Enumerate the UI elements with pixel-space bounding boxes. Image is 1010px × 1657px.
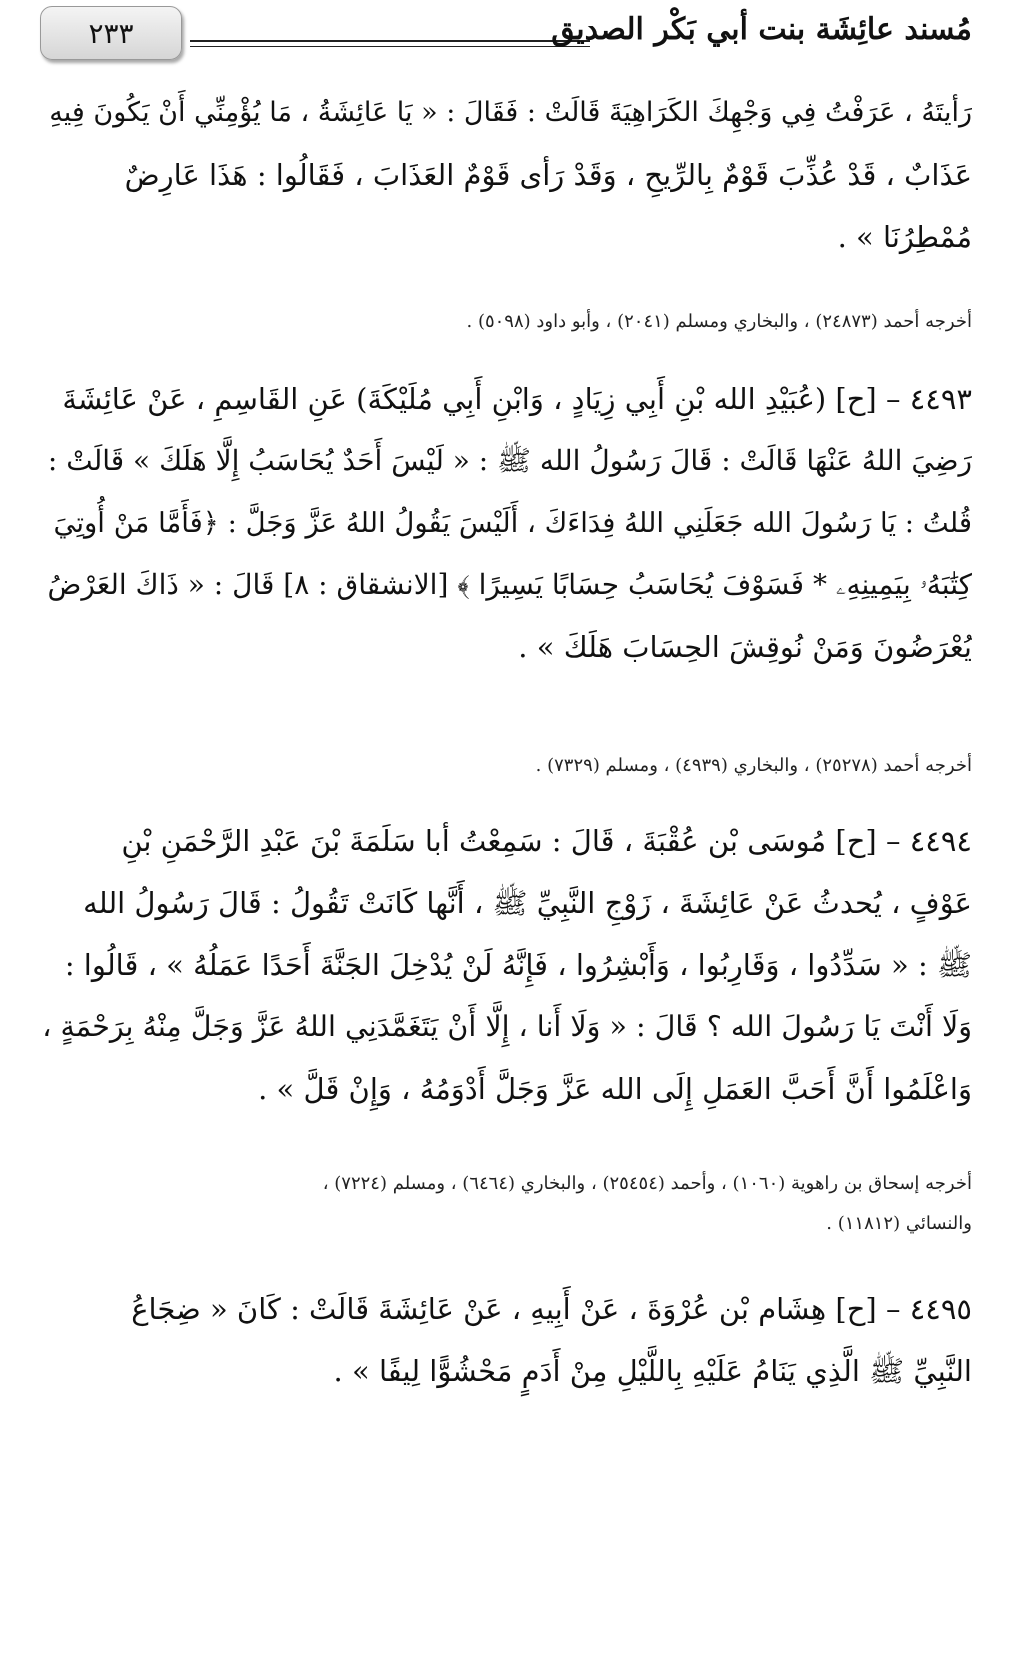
- text-line: ٤٤٩٤ – [ح] مُوسَى بْن عُقْبَةَ ، قَالَ : سَمِعْتُ أبا سَلَمَةَ بْنَ عَبْدِ الرَّحْمَنِ بْنِ: [121, 824, 972, 858]
- text-line: رَأيتَهُ ، عَرَفْتُ فِي وَجْهِكَ الكَرَاهِيَةَ قَالَتْ : فَقَالَ : « يَا عَائِشَةُ ، مَا يُؤْمِنِّي أَنْ يَكُونَ فِيهِ: [49, 97, 972, 128]
- text-line: يُعْرَضُونَ وَمَنْ نُوقِشَ الحِسَابَ هَلَكَ » .: [518, 630, 972, 664]
- hadith-4493: [40, 368, 972, 678]
- text-line: وَاعْلَمُوا أَنَّ أَحَبَّ العَمَلِ إِلَى الله عَزَّ وَجَلَّ أَدْوَمُهُ ، وَإِنْ قَلَّ » .: [258, 1072, 972, 1106]
- hadith-4494: [40, 810, 972, 1120]
- text-line: ﷺ : « سَدِّدُوا ، وَقَارِبُوا ، وَأَبْشِرُوا ، فَإِنَّهُ لَنْ يُدْخِلَ الجَنَّةَ أَحَدًا عَمَلُهُ » ، قَالُوا :: [64, 948, 972, 982]
- footnote-takhrij: أخرجه أحمد (٢٤٨٧٣) ، والبخاري ومسلم (٢٠٤١) ، وأبو داود (٥٠٩٨) .: [466, 311, 972, 332]
- note-line: أخرجه إسحاق بن راهوية (١٠٦٠) ، وأحمد (٢٥٤٥٤) ، والبخاري (٦٤٦٤) ، ومسلم (٧٢٢٤) ،: [322, 1173, 972, 1194]
- text-line: وَلَا أَنْتَ يَا رَسُولَ الله ؟ قَالَ : « وَلَا أَنا ، إِلَّا أَنْ يَتَغَمَّدَنِي اللهُ عَزَّ وَجَلَّ مِنْهُ بِرَحْمَةٍ ،: [42, 1010, 972, 1043]
- hadith-continuation: [40, 82, 972, 268]
- page-header: [40, 6, 972, 66]
- footnote-takhrij: أخرجه أحمد (٢٥٢٧٨) ، والبخاري (٤٩٣٩) ، ومسلم (٧٣٢٩) .: [535, 755, 972, 776]
- text-line: كِتَٰبَهُۥ بِيَمِينِهِۦ * فَسَوْفَ يُحَاسَبُ حِسَابًا يَسِيرًا ﴾ [الانشقاق : ٨] قَالَ : « ذَاكَ العَرْضُ: [47, 568, 972, 601]
- hadith-4495: [40, 1278, 972, 1402]
- text-line: عَوْفٍ ، يُحدثُ عَنْ عَائِشَةَ ، زَوْجِ النَّبِيِّ ﷺ ، أَنَّها كَانَتْ تَقُولُ : قَالَ رَسُولُ الله: [83, 886, 972, 920]
- footnote-takhrij: [40, 1164, 972, 1244]
- text-line: رَضِيَ اللهُ عَنْهَا قَالَتْ : قَالَ رَسُولُ الله ﷺ : « لَيْسَ أَحَدٌ يُحَاسَبُ إِلَّا هَلَكَ » قَالَتْ :: [47, 444, 972, 477]
- text-line: ٤٤٩٥ – [ح] هِشَام بْن عُرْوَةَ ، عَنْ أَبِيهِ ، عَنْ عَائِشَةَ قَالَتْ : كَانَ « ضِجَاعُ: [131, 1292, 972, 1326]
- book-page: [40, 0, 972, 1657]
- text-line: قُلتُ : يَا رَسُولَ الله جَعَلَنِي اللهُ فِدَاءَكَ ، أَلَيْسَ يَقُولُ اللهُ عَزَّ وَجَلَّ : ﴿فَأَمَّا مَنْ أُوتِيَ: [53, 507, 972, 539]
- text-line: عَذَابٌ ، قَدْ عُذِّبَ قَوْمٌ بِالرِّيحِ ، وَقَدْ رَأى قَوْمٌ العَذَابَ ، فَقَالُوا : هَذَا عَارِضٌ: [124, 158, 972, 192]
- running-title: مُسند عائِشَة بنت أبي بَكْر الصديق: [551, 12, 972, 47]
- text-line: ٤٤٩٣ – [ح] (عُبَيْدِ الله بْنِ أَبِي زِيَادٍ ، وَابْنِ أَبِي مُلَيْكَةَ) عَنِ القَاسِمِ ، عَنْ عَائِشَةَ: [62, 382, 972, 416]
- page-number-badge: [40, 6, 182, 60]
- note-line: والنسائي (١١٨١٢) .: [826, 1213, 972, 1234]
- header-rule: [190, 40, 590, 47]
- text-line: النَّبِيِّ ﷺ الَّذِي يَنَامُ عَلَيْهِ بِاللَّيْلِ مِنْ أَدَمٍ مَحْشُوًّا لِيفًا » .: [333, 1354, 972, 1388]
- text-line: مُمْطِرُنَا » .: [837, 220, 972, 254]
- page-number: ٢٣٣: [88, 16, 134, 50]
